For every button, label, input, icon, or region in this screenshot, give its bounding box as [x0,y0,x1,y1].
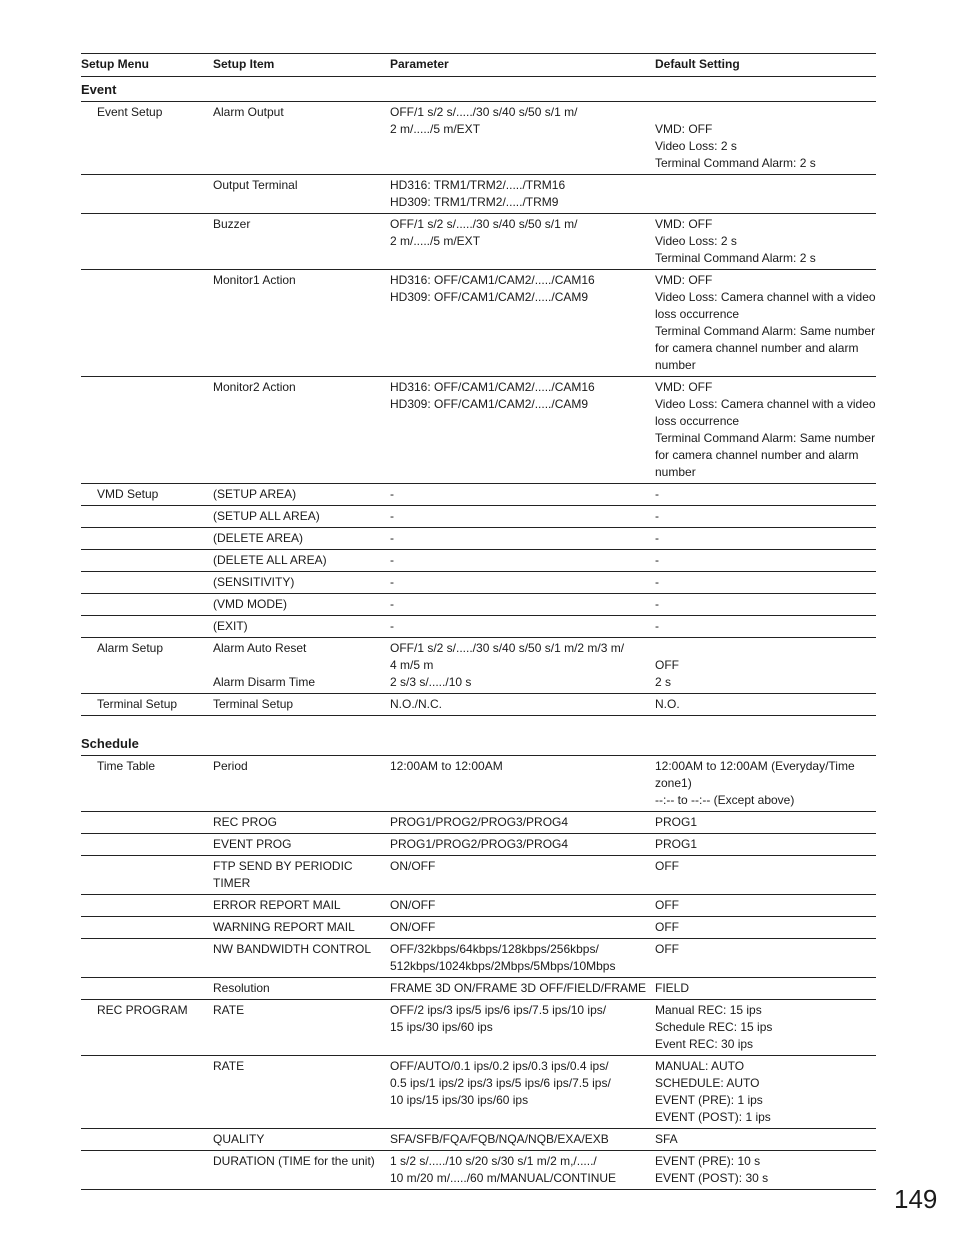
parameter-cell: HD316: OFF/CAM1/CAM2/...../CAM16 HD309: OFF/CAM1/CAM2/...../CAM9 [390,380,595,411]
setup-item-cell: RATE [213,1059,245,1073]
parameter-cell: - [390,619,394,633]
setup-menu-cell [81,919,213,936]
setup-menu-cell [81,1131,213,1148]
setup-item-cell: (DELETE ALL AREA) [213,553,327,567]
default-setting-cell: - [655,575,659,589]
parameter-cell: HD316: OFF/CAM1/CAM2/...../CAM16 HD309: OFF/CAM1/CAM2/...../CAM9 [390,273,595,304]
default-setting-cell [655,177,876,211]
default-setting-cell: VMD: OFF Video Loss: 2 s Terminal Command Alarm: 2 s [655,217,816,265]
table-row [81,694,876,716]
setup-item-cell: (SETUP ALL AREA) [213,509,320,523]
table-row [81,638,876,694]
parameter-cell: FRAME 3D ON/FRAME 3D OFF/FIELD/FRAME [390,981,647,995]
default-setting-cell: VMD: OFF Video Loss: Camera channel with a video loss occurrence Terminal Command Alarm: Same number for camera channel number and alarm number [655,380,876,479]
header-setup-menu: Setup Menu [81,57,149,71]
setup-menu-cell [81,216,213,267]
table-row [81,1129,876,1151]
setup-menu-cell [81,1153,213,1187]
setup-item-cell: Period [213,759,248,773]
setup-menu-cell: REC PROGRAM [97,1003,188,1017]
default-setting-cell: 12:00AM to 12:00AM (Everyday/Time zone1) --:-- to --:-- (Except above) [655,759,855,807]
setup-item-cell: EVENT PROG [213,837,292,851]
setup-item-cell: Output Terminal [213,178,298,192]
default-setting-cell: - [655,619,659,633]
setup-menu-cell [81,941,213,975]
setup-item-cell: Terminal Setup [213,697,294,711]
parameter-cell: - [390,531,394,545]
parameter-cell: SFA/SFB/FQA/FQB/NQA/NQB/EXA/EXB [390,1132,609,1146]
setup-menu-cell [81,596,213,613]
parameter-cell: PROG1/PROG2/PROG3/PROG4 [390,815,569,829]
setup-item-cell: (SETUP AREA) [213,487,297,501]
header-default-setting: Default Setting [655,57,740,71]
table-row [81,616,876,638]
table-row [81,175,876,214]
default-setting-cell: Manual REC: 15 ips Schedule REC: 15 ips Event REC: 30 ips [655,1003,773,1051]
setup-menu-cell [81,379,213,481]
section-gap [81,716,876,732]
setup-item-cell: WARNING REPORT MAIL [213,920,355,934]
parameter-cell: ON/OFF [390,920,436,934]
setup-item-cell: ERROR REPORT MAIL [213,898,341,912]
default-setting-cell: VMD: OFF Video Loss: 2 s Terminal Command Alarm: 2 s [655,122,816,170]
table-row [81,978,876,1000]
default-setting-cell: MANUAL: AUTO SCHEDULE: AUTO EVENT (PRE): 1 ips EVENT (POST): 1 ips [655,1059,771,1124]
parameter-cell: - [390,597,394,611]
parameter-cell: HD316: TRM1/TRM2/...../TRM16 HD309: TRM1/TRM2/...../TRM9 [390,178,566,209]
table-row [81,484,876,506]
setup-menu-cell: Alarm Setup [97,641,164,655]
default-setting-cell: - [655,531,659,545]
setup-menu-cell [81,552,213,569]
default-setting-cell: EVENT (PRE): 10 s EVENT (POST): 30 s [655,1154,769,1185]
section-title: Event [81,77,876,102]
default-setting-cell: PROG1 [655,815,698,829]
table-row [81,550,876,572]
table-body [81,77,876,1190]
default-setting-cell: VMD: OFF Video Loss: Camera channel with a video loss occurrence Terminal Command Alarm: Same number for camera channel number and alarm number [655,273,876,372]
parameter-cell: - [390,487,394,501]
table-row [81,214,876,270]
settings-table [81,53,876,1190]
setup-menu-cell [81,897,213,914]
parameter-cell: - [390,553,394,567]
default-setting-cell: - [655,487,659,501]
setup-menu-cell: VMD Setup [97,487,159,501]
table-row [81,377,876,484]
parameter-cell: OFF/AUTO/0.1 ips/0.2 ips/0.3 ips/0.4 ips/ 0.5 ips/1 ips/2 ips/3 ips/5 ips/6 ips/7.5 ips/ 10 ips/15 ips/30 ips/60 ips [390,1059,611,1107]
parameter-cell: 12:00AM to 12:00AM [390,759,503,773]
default-setting-cell: PROG1 [655,837,698,851]
table-row [81,270,876,377]
default-setting-cell: - [655,597,659,611]
default-setting-cell: OFF [655,859,679,873]
setup-menu-cell [81,530,213,547]
setup-menu-cell [81,836,213,853]
section-title: Schedule [81,732,876,756]
setup-item-cell: FTP SEND BY PERIODIC TIMER [213,859,353,890]
setup-item-cell: NW BANDWIDTH CONTROL [213,942,371,956]
parameter-cell: OFF/32kbps/64kbps/128kbps/256kbps/ 512kbps/1024kbps/2Mbps/5Mbps/10Mbps [390,942,616,973]
setup-menu-cell [81,618,213,635]
setup-menu-cell [81,814,213,831]
table-row [81,756,876,812]
setup-item-cell: Monitor2 Action [213,380,296,394]
parameter-cell: OFF/2 ips/3 ips/5 ips/6 ips/7.5 ips/10 ips/ 15 ips/30 ips/60 ips [390,1003,607,1034]
setup-menu-cell [81,177,213,211]
table-row [81,939,876,978]
setup-item-cell: DURATION (TIME for the unit) [213,1154,375,1168]
setup-menu-cell [81,508,213,525]
header-parameter: Parameter [390,57,449,71]
table-row [81,834,876,856]
setup-item-cell: QUALITY [213,1132,265,1146]
setup-menu-cell [81,980,213,997]
table-row [81,895,876,917]
table-row [81,1000,876,1056]
default-setting-cell: N.O. [655,697,680,711]
parameter-cell: OFF/1 s/2 s/...../30 s/40 s/50 s/1 m/ 2 m/...../5 m/EXT [390,217,578,248]
setup-item-cell: Buzzer [213,217,251,231]
table-row [81,856,876,895]
setup-item-cell: (DELETE AREA) [213,531,304,545]
parameter-cell: - [390,509,394,523]
setup-menu-cell: Time Table [97,759,156,773]
setup-item-cell: Monitor1 Action [213,273,296,287]
setup-menu-cell [81,272,213,374]
setup-menu-cell [81,574,213,591]
setup-menu-cell [81,1058,213,1126]
default-setting-cell: OFF [655,920,679,934]
table-row [81,917,876,939]
parameter-cell: ON/OFF [390,859,436,873]
parameter-cell: PROG1/PROG2/PROG3/PROG4 [390,837,569,851]
table-row [81,102,876,175]
default-setting-cell: - [655,509,659,523]
header-setup-item: Setup Item [213,57,275,71]
parameter-cell: OFF/1 s/2 s/...../30 s/40 s/50 s/1 m/2 m/3 m/ 4 m/5 m 2 s/3 s/...../10 s [390,641,625,689]
table-row [81,572,876,594]
table-row [81,528,876,550]
setup-item-cell: Resolution [213,981,270,995]
page-number: 149 [894,1184,938,1214]
table-row [81,506,876,528]
setup-item-cell: REC PROG [213,815,278,829]
parameter-cell: - [390,575,394,589]
setup-item-cell: RATE [213,1003,245,1017]
parameter-cell: ON/OFF [390,898,436,912]
default-setting-cell: - [655,553,659,567]
table-row [81,812,876,834]
setup-item-cell: Alarm Output [213,105,284,119]
setup-item-cell: (SENSITIVITY) [213,575,295,589]
default-setting-cell: FIELD [655,981,690,995]
parameter-cell: N.O./N.C. [390,697,443,711]
default-setting-cell: SFA [655,1132,678,1146]
setup-menu-cell: Event Setup [97,105,163,119]
table-row [81,1151,876,1190]
setup-item-cell: (EXIT) [213,619,248,633]
setup-menu-cell: Terminal Setup [97,697,178,711]
setup-item-cell: (VMD MODE) [213,597,287,611]
default-setting-cell: OFF 2 s [655,658,679,689]
default-setting-cell: OFF [655,942,679,956]
table-row [81,594,876,616]
table-row [81,1056,876,1129]
setup-item-cell: Alarm Auto Reset Alarm Disarm Time [213,641,316,689]
parameter-cell: 1 s/2 s/...../10 s/20 s/30 s/1 m/2 m,/...../ 10 m/20 m/...../60 m/MANUAL/CONTINUE [390,1154,617,1185]
table-header [81,53,876,77]
parameter-cell: OFF/1 s/2 s/...../30 s/40 s/50 s/1 m/ 2 m/...../5 m/EXT [390,105,578,136]
default-setting-cell: OFF [655,898,679,912]
setup-menu-cell [81,858,213,892]
